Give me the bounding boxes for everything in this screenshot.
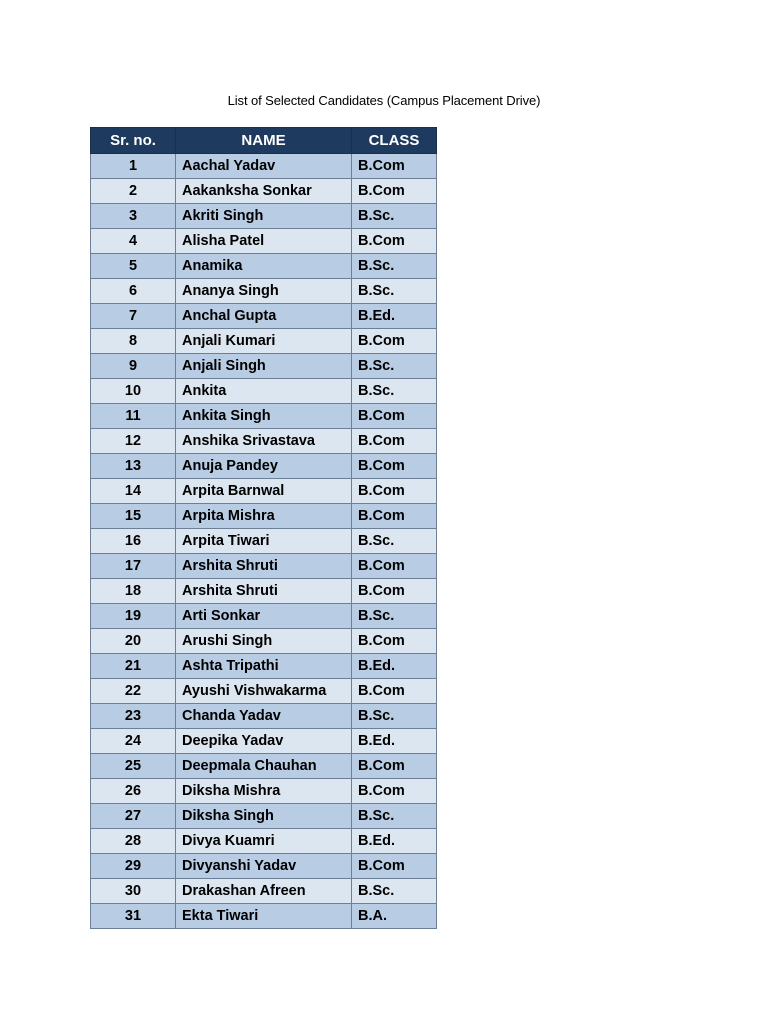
cell-sr-no: 23 — [91, 704, 176, 729]
table-row — [91, 254, 437, 279]
table-row — [91, 404, 437, 429]
table-row — [91, 504, 437, 529]
cell-name: Ankita Singh — [176, 404, 352, 429]
cell-name: Deepika Yadav — [176, 729, 352, 754]
cell-name: Anjali Singh — [176, 354, 352, 379]
cell-class: B.Sc. — [352, 279, 437, 304]
cell-name: Chanda Yadav — [176, 704, 352, 729]
header-class: CLASS — [352, 128, 437, 154]
cell-class: B.Com — [352, 179, 437, 204]
cell-class: B.Com — [352, 404, 437, 429]
cell-name: Aachal Yadav — [176, 154, 352, 179]
table-row — [91, 479, 437, 504]
cell-sr-no: 26 — [91, 779, 176, 804]
cell-class: B.Sc. — [352, 379, 437, 404]
cell-sr-no: 25 — [91, 754, 176, 779]
header-sr-no: Sr. no. — [91, 128, 176, 154]
cell-class: B.Sc. — [352, 254, 437, 279]
cell-sr-no: 4 — [91, 229, 176, 254]
table-row — [91, 729, 437, 754]
cell-sr-no: 22 — [91, 679, 176, 704]
table-row — [91, 654, 437, 679]
cell-name: Deepmala Chauhan — [176, 754, 352, 779]
cell-name: Anamika — [176, 254, 352, 279]
cell-sr-no: 17 — [91, 554, 176, 579]
table-row — [91, 329, 437, 354]
cell-name: Diksha Singh — [176, 804, 352, 829]
cell-sr-no: 5 — [91, 254, 176, 279]
cell-class: B.Sc. — [352, 204, 437, 229]
cell-sr-no: 1 — [91, 154, 176, 179]
table-row — [91, 904, 437, 929]
cell-name: Arshita Shruti — [176, 554, 352, 579]
cell-sr-no: 6 — [91, 279, 176, 304]
cell-sr-no: 3 — [91, 204, 176, 229]
table-row — [91, 204, 437, 229]
cell-name: Arshita Shruti — [176, 579, 352, 604]
cell-class: B.Com — [352, 429, 437, 454]
cell-sr-no: 28 — [91, 829, 176, 854]
cell-name: Ekta Tiwari — [176, 904, 352, 929]
cell-name: Aakanksha Sonkar — [176, 179, 352, 204]
cell-name: Anshika Srivastava — [176, 429, 352, 454]
table-row — [91, 679, 437, 704]
cell-class: B.Com — [352, 679, 437, 704]
cell-name: Divyanshi Yadav — [176, 854, 352, 879]
cell-name: Divya Kuamri — [176, 829, 352, 854]
cell-class: B.Com — [352, 854, 437, 879]
cell-class: B.Sc. — [352, 879, 437, 904]
cell-name: Anjali Kumari — [176, 329, 352, 354]
cell-sr-no: 29 — [91, 854, 176, 879]
table-body — [91, 154, 437, 929]
table-row — [91, 604, 437, 629]
cell-name: Arushi Singh — [176, 629, 352, 654]
cell-sr-no: 27 — [91, 804, 176, 829]
table-row — [91, 579, 437, 604]
cell-class: B.Ed. — [352, 729, 437, 754]
cell-name: Ankita — [176, 379, 352, 404]
cell-sr-no: 9 — [91, 354, 176, 379]
cell-class: B.Ed. — [352, 304, 437, 329]
cell-class: B.Sc. — [352, 604, 437, 629]
candidates-table — [90, 127, 437, 929]
table-row — [91, 229, 437, 254]
cell-sr-no: 2 — [91, 179, 176, 204]
cell-sr-no: 11 — [91, 404, 176, 429]
table-row — [91, 629, 437, 654]
table-row — [91, 304, 437, 329]
cell-class: B.Sc. — [352, 804, 437, 829]
cell-name: Diksha Mishra — [176, 779, 352, 804]
cell-class: B.Com — [352, 504, 437, 529]
table-row — [91, 704, 437, 729]
table-row — [91, 454, 437, 479]
cell-class: B.Com — [352, 579, 437, 604]
cell-sr-no: 18 — [91, 579, 176, 604]
cell-class: B.Sc. — [352, 529, 437, 554]
cell-sr-no: 30 — [91, 879, 176, 904]
cell-class: B.Com — [352, 229, 437, 254]
cell-sr-no: 8 — [91, 329, 176, 354]
cell-name: Anchal Gupta — [176, 304, 352, 329]
cell-name: Arpita Barnwal — [176, 479, 352, 504]
cell-sr-no: 24 — [91, 729, 176, 754]
table-row — [91, 379, 437, 404]
cell-sr-no: 21 — [91, 654, 176, 679]
page-title: List of Selected Candidates (Campus Placement Drive) — [227, 93, 541, 108]
table-row — [91, 754, 437, 779]
table-row — [91, 179, 437, 204]
cell-sr-no: 31 — [91, 904, 176, 929]
cell-class: B.Ed. — [352, 654, 437, 679]
cell-name: Ananya Singh — [176, 279, 352, 304]
cell-class: B.Ed. — [352, 829, 437, 854]
cell-name: Ayushi Vishwakarma — [176, 679, 352, 704]
cell-sr-no: 14 — [91, 479, 176, 504]
cell-class: B.Com — [352, 454, 437, 479]
table-header-row — [91, 128, 437, 154]
cell-name: Akriti Singh — [176, 204, 352, 229]
cell-sr-no: 12 — [91, 429, 176, 454]
cell-sr-no: 7 — [91, 304, 176, 329]
cell-sr-no: 19 — [91, 604, 176, 629]
cell-sr-no: 20 — [91, 629, 176, 654]
table-row — [91, 354, 437, 379]
cell-class: B.Com — [352, 779, 437, 804]
table-row — [91, 879, 437, 904]
cell-name: Drakashan Afreen — [176, 879, 352, 904]
cell-name: Arti Sonkar — [176, 604, 352, 629]
table-row — [91, 529, 437, 554]
cell-class: B.Sc. — [352, 354, 437, 379]
cell-sr-no: 10 — [91, 379, 176, 404]
header-name: NAME — [176, 128, 352, 154]
cell-name: Alisha Patel — [176, 229, 352, 254]
table-row — [91, 829, 437, 854]
cell-name: Anuja Pandey — [176, 454, 352, 479]
cell-sr-no: 13 — [91, 454, 176, 479]
cell-class: B.Com — [352, 479, 437, 504]
cell-class: B.Com — [352, 329, 437, 354]
table-row — [91, 429, 437, 454]
table-row — [91, 279, 437, 304]
cell-class: B.Sc. — [352, 704, 437, 729]
table-row — [91, 779, 437, 804]
cell-name: Arpita Mishra — [176, 504, 352, 529]
cell-name: Ashta Tripathi — [176, 654, 352, 679]
table-row — [91, 804, 437, 829]
cell-sr-no: 16 — [91, 529, 176, 554]
cell-class: B.A. — [352, 904, 437, 929]
cell-name: Arpita Tiwari — [176, 529, 352, 554]
cell-class: B.Com — [352, 554, 437, 579]
cell-sr-no: 15 — [91, 504, 176, 529]
table-row — [91, 154, 437, 179]
table-row — [91, 554, 437, 579]
table-row — [91, 854, 437, 879]
cell-class: B.Com — [352, 754, 437, 779]
cell-class: B.Com — [352, 629, 437, 654]
cell-class: B.Com — [352, 154, 437, 179]
